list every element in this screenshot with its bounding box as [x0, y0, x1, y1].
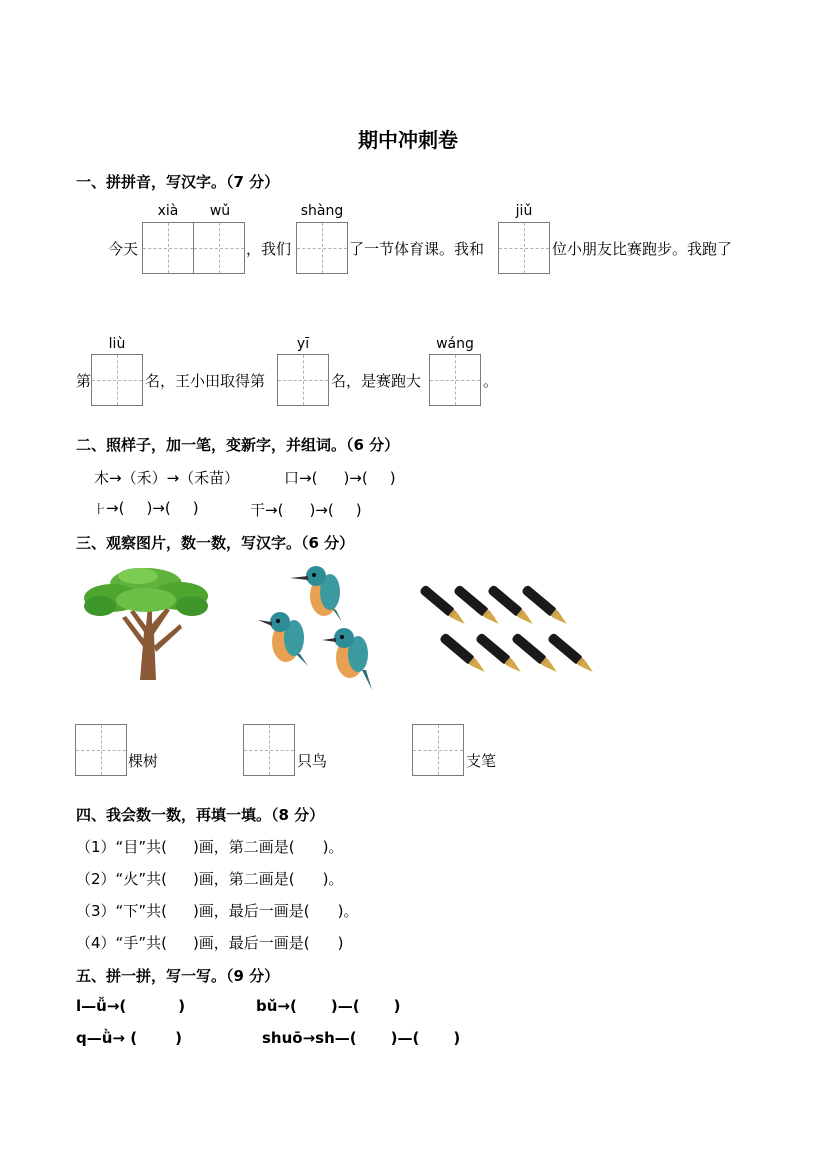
- section-3-heading: 三、观察图片，数一数，写汉字。（6 分）: [76, 534, 355, 552]
- text-sentence-2: 位小朋友比赛跑步。我跑了: [552, 240, 733, 258]
- tianzige-box[interactable]: [193, 222, 245, 274]
- stroke-question-3: （3）“下”共( )画，最后一画是( )。: [76, 902, 359, 920]
- text-sentence-1: 了一节体育课。我和: [349, 240, 485, 258]
- stroke-question-4: （4）“手”共( )画，最后一画是( ): [76, 934, 344, 952]
- pinyin-yi: yī: [296, 336, 310, 352]
- page-title: 期中冲刺卷: [358, 128, 458, 152]
- pinyin-wu: wǔ: [209, 203, 231, 219]
- tianzige-box[interactable]: [91, 354, 143, 406]
- text-sentence-4: 名，是赛跑大: [331, 372, 422, 390]
- pinyin-wang: wáng: [436, 336, 474, 352]
- pinyin-xia: xià: [157, 203, 179, 219]
- stroke-question-2: （2）“火”共( )画，第二画是( )。: [76, 870, 344, 888]
- label-trees: 棵树: [128, 752, 159, 770]
- tianzige-box[interactable]: [429, 354, 481, 406]
- question-bu: ⺊→( )→( ): [94, 499, 199, 517]
- tianzige-box[interactable]: [142, 222, 194, 274]
- label-birds: 只鸟: [297, 752, 328, 770]
- spell-question-2: bǔ→( )—( ): [256, 997, 401, 1015]
- spell-question-4: shuō→sh—( )—( ): [262, 1029, 461, 1047]
- birds-image: [258, 562, 378, 694]
- pinyin-jiu: jiǔ: [515, 203, 533, 219]
- pinyin-liu: liù: [108, 336, 126, 352]
- spell-question-1: l—ǚ→( ): [76, 997, 186, 1015]
- text-period: 。: [483, 372, 499, 390]
- text-di: 第: [76, 372, 92, 390]
- tree-image: [82, 562, 210, 682]
- pinyin-shang: shàng: [300, 203, 344, 219]
- text-jintian: 今天: [108, 240, 139, 258]
- tianzige-box[interactable]: [277, 354, 329, 406]
- text-sentence-3: 名，王小田取得第: [145, 372, 266, 390]
- tianzige-box[interactable]: [296, 222, 348, 274]
- tianzige-box[interactable]: [412, 724, 464, 776]
- section-4-heading: 四、我会数一数，再填一填。（8 分）: [76, 806, 325, 824]
- question-kou: 口→( )→( ): [284, 469, 396, 487]
- section-5-heading: 五、拼一拼，写一写。（9 分）: [76, 967, 280, 985]
- section-1-heading: 一、拼拼音，写汉字。（7 分）: [76, 173, 280, 191]
- text-women: ，我们: [246, 240, 292, 258]
- tianzige-box[interactable]: [498, 222, 550, 274]
- question-gan: 干→( )→( ): [250, 501, 362, 519]
- example-text: 木→（禾）→（禾苗）: [94, 469, 240, 487]
- stroke-question-1: （1）“目”共( )画，第二画是( )。: [76, 838, 344, 856]
- pens-image: [416, 580, 600, 686]
- tianzige-box[interactable]: [243, 724, 295, 776]
- label-pens: 支笔: [466, 752, 497, 770]
- tianzige-box[interactable]: [75, 724, 127, 776]
- spell-question-3: q—ǜ→ ( ): [76, 1029, 182, 1047]
- section-2-heading: 二、照样子，加一笔，变新字，并组词。（6 分）: [76, 436, 400, 454]
